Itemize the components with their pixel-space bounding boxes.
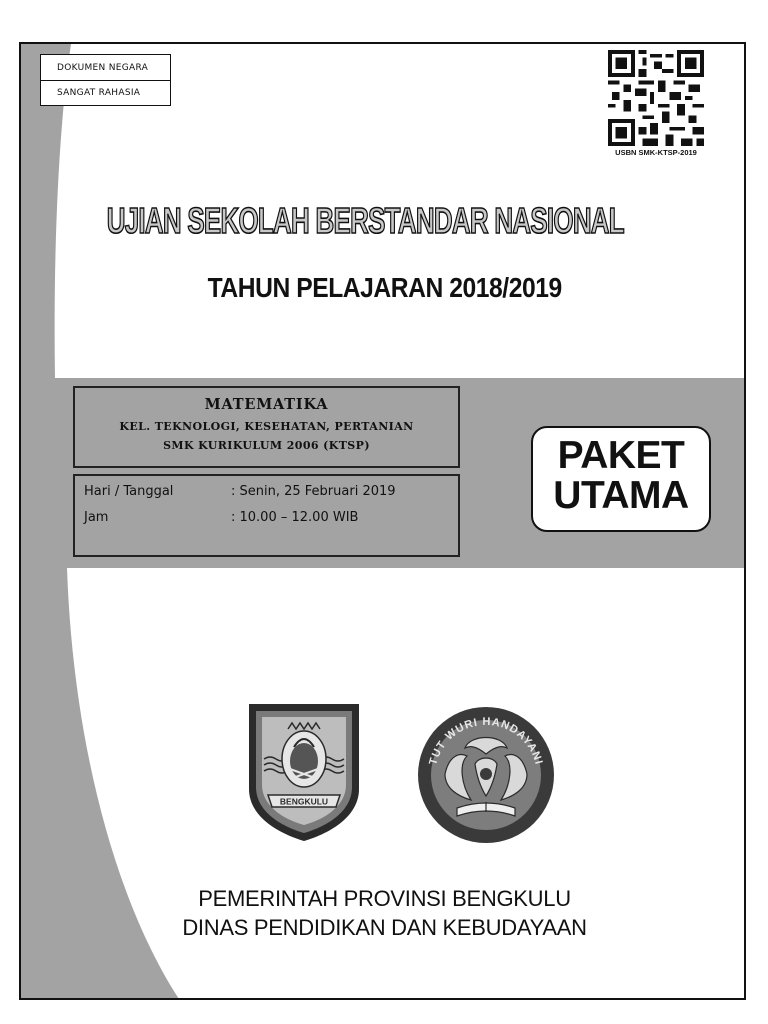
qr-code-icon <box>605 50 707 146</box>
academic-year: TAHUN PELAJARAN 2018/2019 <box>207 272 562 303</box>
schedule-box <box>73 474 460 557</box>
classification-box <box>40 54 171 106</box>
schedule-row-time <box>84 510 454 530</box>
package-badge <box>531 426 711 532</box>
subject-curriculum: SMK KURIKULUM 2006 (KTSP) <box>163 439 370 452</box>
footer-government: PEMERINTAH PROVINSI BENGKULU <box>198 886 571 911</box>
subject-group: KEL. TEKNOLOGI, KESEHATAN, PERTANIAN <box>119 420 414 433</box>
subject-box <box>73 386 460 468</box>
schedule-row-date <box>84 484 454 504</box>
tut-wuri-emblem-motto: TUT WURI HANDAYANI <box>427 715 545 767</box>
package-line2: UTAMA <box>553 474 689 517</box>
classification-line1: DOKUMEN NEGARA <box>57 62 149 73</box>
bengkulu-emblem-ribbon-text: BENGKULU <box>279 796 329 807</box>
subject-name: MATEMATIKA <box>204 396 329 413</box>
exam-title: UJIAN SEKOLAH BERSTANDAR NASIONAL <box>106 200 624 241</box>
tut-wuri-handayani-emblem-icon <box>415 704 557 846</box>
classification-line2: SANGAT RAHASIA <box>41 80 170 105</box>
schedule-value: : 10.00 – 12.00 WIB <box>231 510 359 525</box>
footer-department: DINAS PENDIDIKAN DAN KEBUDAYAAN <box>182 915 587 940</box>
package-line1: PAKET <box>557 434 685 477</box>
schedule-key: Hari / Tanggal <box>84 484 174 499</box>
qr-caption: USBN SMK-KTSP-2019 <box>615 148 697 157</box>
schedule-key: Jam <box>84 510 109 525</box>
schedule-value: : Senin, 25 Februari 2019 <box>231 484 396 499</box>
bengkulu-province-emblem-icon <box>246 701 362 843</box>
cover-page <box>19 42 746 1000</box>
